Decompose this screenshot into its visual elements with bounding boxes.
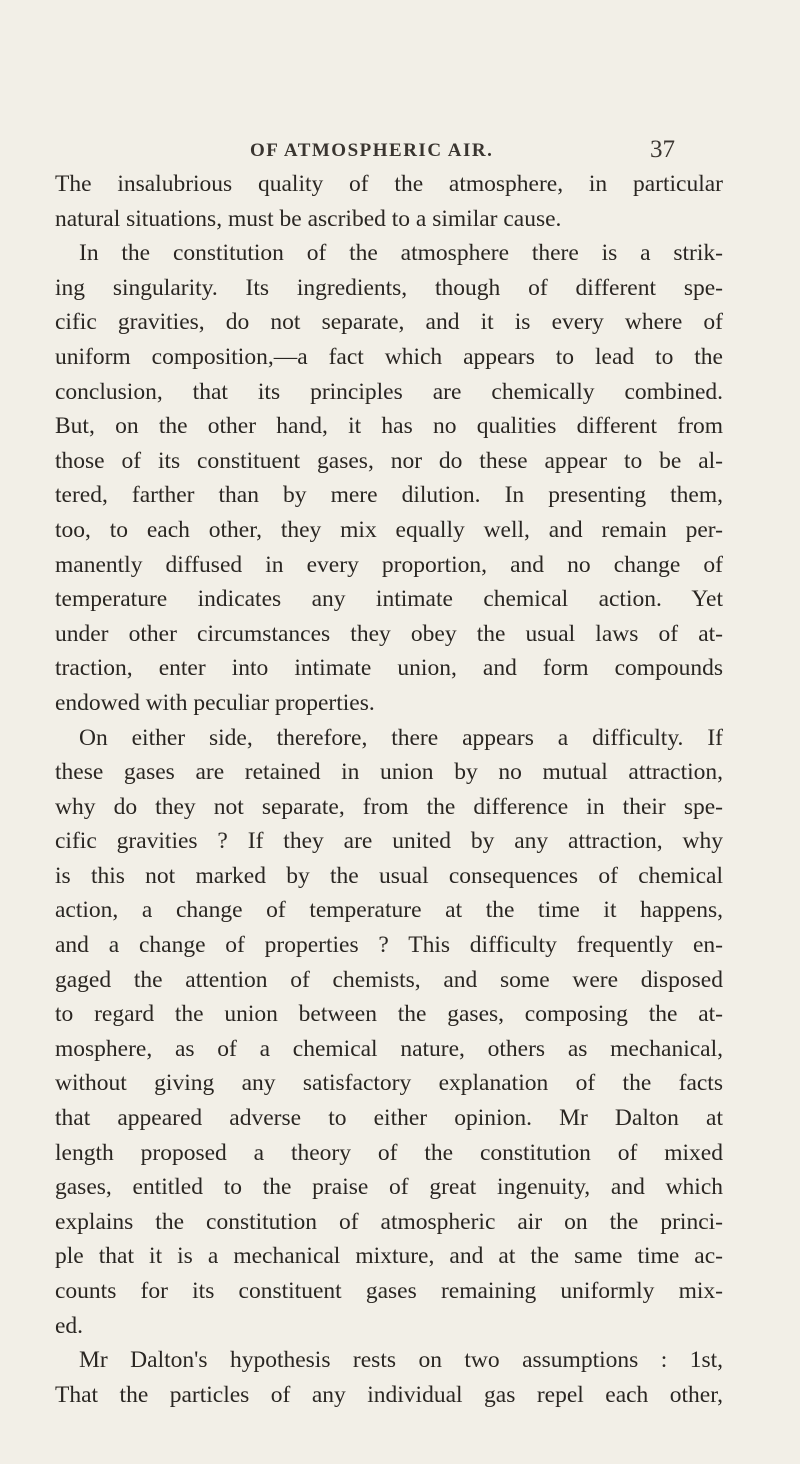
text-line: length proposed a theory of the constitution of mixed — [55, 1139, 723, 1166]
text-line: endowed with peculiar properties. — [55, 689, 375, 716]
text-line: The insalubrious quality of the atmosphere, in particular — [55, 171, 723, 197]
body-text — [55, 167, 723, 1412]
running-title: OF ATMOSPHERIC AIR. — [250, 140, 494, 161]
text-line: But, on the other hand, it has no qualities different from — [55, 413, 723, 440]
text-line: why do they not separate, from the difference in their spe- — [55, 793, 723, 820]
text-line: ing singularity. Its ingredients, though of different spe- — [55, 274, 723, 301]
text-line: mosphere, as of a chemical nature, others as mechanical, — [55, 1035, 723, 1062]
text-line: ed. — [55, 1312, 84, 1339]
text-line: is this not marked by the usual consequences of chemical — [55, 862, 723, 889]
text-line: gaged the attention of chemists, and some were disposed — [55, 966, 723, 993]
text-line: In the constitution of the atmosphere there is a strik- — [79, 240, 723, 267]
text-line: That the particles of any individual gas repel each other, — [55, 1381, 723, 1408]
text-line: these gases are retained in union by no mutual attraction, — [55, 759, 723, 786]
text-line: natural situations, must be ascribed to a similar cause. — [55, 205, 562, 232]
text-line: temperature indicates any intimate chemical action. Yet — [55, 586, 723, 613]
text-line: that appeared adverse to either opinion. Mr Dalton at — [55, 1105, 723, 1132]
text-line: to regard the union between the gases, composing the at- — [55, 1001, 723, 1028]
text-line: counts for its constituent gases remaining uniformly mix- — [55, 1278, 723, 1304]
text-line: conclusion, that its principles are chemically combined. — [55, 378, 723, 405]
text-line: action, a change of temperature at the time it happens, — [55, 897, 723, 924]
page-number: 37 — [650, 136, 675, 163]
text-line: uniform composition,—a fact which appears to lead to the — [55, 343, 723, 370]
text-line: gases, entitled to the praise of great ingenuity, and which — [55, 1174, 723, 1201]
text-line: cific gravities, do not separate, and it is every where of — [55, 309, 723, 336]
text-line: ple that it is a mechanical mixture, and at the same time ac- — [55, 1243, 723, 1270]
text-line: Mr Dalton's hypothesis rests on two assumptions : 1st, — [79, 1347, 723, 1374]
text-line: without giving any satisfactory explanation of the facts — [55, 1070, 723, 1097]
text-line: those of its constituent gases, nor do these appear to be al- — [55, 447, 723, 474]
text-line: and a change of properties ? This difficulty frequently en- — [55, 932, 723, 959]
text-line: On either side, therefore, there appears a difficulty. If — [79, 724, 723, 751]
text-line: too, to each other, they mix equally well, and remain per- — [55, 516, 723, 543]
text-line: traction, enter into intimate union, and form compounds — [55, 655, 723, 682]
text-line: explains the constitution of atmospheric air on the princi- — [55, 1208, 723, 1235]
text-line: manently diffused in every proportion, and no change of — [55, 551, 723, 578]
text-line: under other circumstances they obey the usual laws of at- — [55, 620, 723, 647]
text-line: tered, farther than by mere dilution. In presenting them, — [55, 482, 723, 509]
text-line: cific gravities ? If they are united by any attraction, why — [55, 828, 723, 855]
